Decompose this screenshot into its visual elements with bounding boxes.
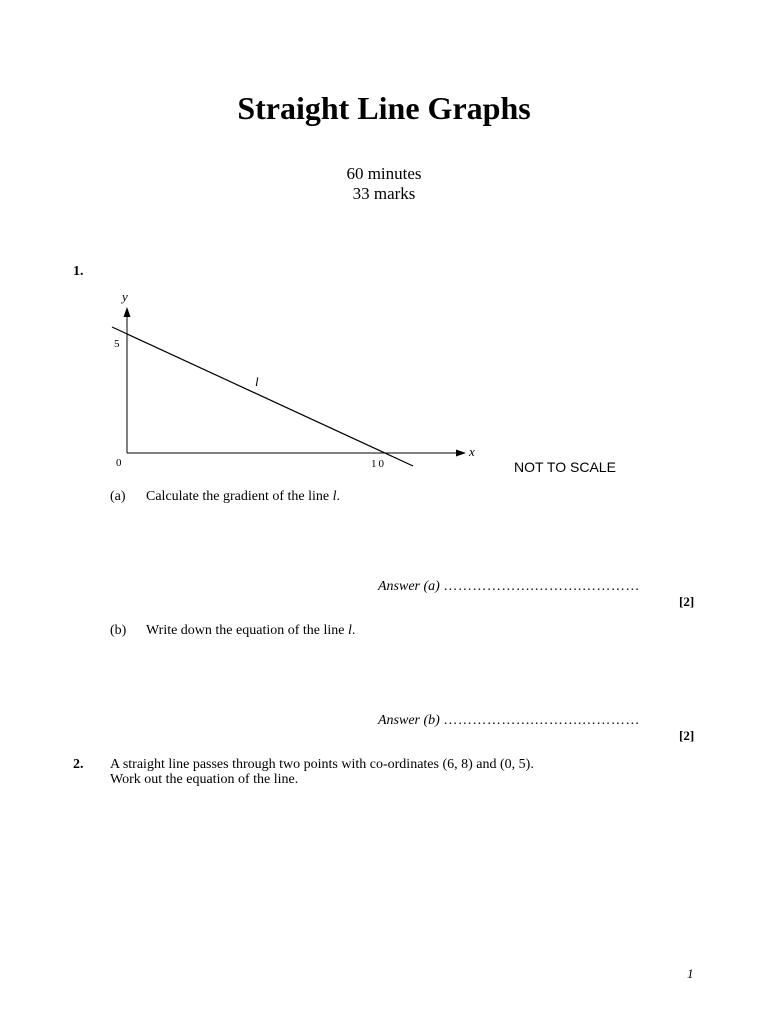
part-b-question (146, 623, 355, 639)
y-axis-label: y (122, 289, 128, 304)
question-2-number: 2. (73, 757, 84, 772)
question-1-graph (100, 285, 490, 480)
exam-total-marks: 33 marks (352, 184, 416, 203)
page-number: 1 (687, 966, 694, 981)
part-a-marks: [2] (679, 594, 695, 609)
y-axis-arrow (124, 307, 131, 317)
not-to-scale-note: NOT TO SCALE (514, 459, 616, 475)
answer-b-dots: ……………….……….………… (443, 713, 640, 728)
part-a-text-end: . (336, 489, 340, 504)
part-b-line-name: l (348, 623, 352, 638)
line-l-label: l (255, 374, 259, 389)
page-title: Straight Line Graphs (237, 90, 531, 126)
line-l (112, 327, 413, 466)
part-b-text: Write down the equation of the line (146, 623, 348, 638)
exam-duration: 60 minutes (346, 164, 422, 183)
part-a-label: (a) (110, 489, 126, 504)
part-b-text-end: . (351, 623, 356, 638)
x-intercept-label: 10 (371, 458, 386, 470)
x-axis-arrow (456, 450, 466, 457)
answer-a-line[interactable] (378, 579, 640, 595)
origin-label: 0 (116, 457, 122, 469)
part-a-text: Calculate the gradient of the line (146, 489, 333, 504)
answer-b-line[interactable] (378, 713, 640, 729)
part-b-marks: [2] (679, 728, 695, 743)
part-b-label: (b) (110, 623, 127, 638)
answer-a-label: Answer (a) (378, 579, 440, 594)
y-intercept-label: 5 (114, 338, 120, 350)
question-1-number: 1. (73, 264, 84, 279)
part-a-question (146, 489, 340, 505)
part-a-line-name: l (332, 489, 337, 504)
answer-b-label: Answer (b) (378, 713, 440, 728)
question-2-line-2: Work out the equation of the line. (110, 772, 299, 787)
x-axis-label: x (469, 444, 475, 459)
answer-a-dots: ……………….……….………… (443, 579, 640, 594)
question-2-line-1: A straight line passes through two points with co-ordinates (6, 8) and (0, 5). (110, 757, 534, 772)
